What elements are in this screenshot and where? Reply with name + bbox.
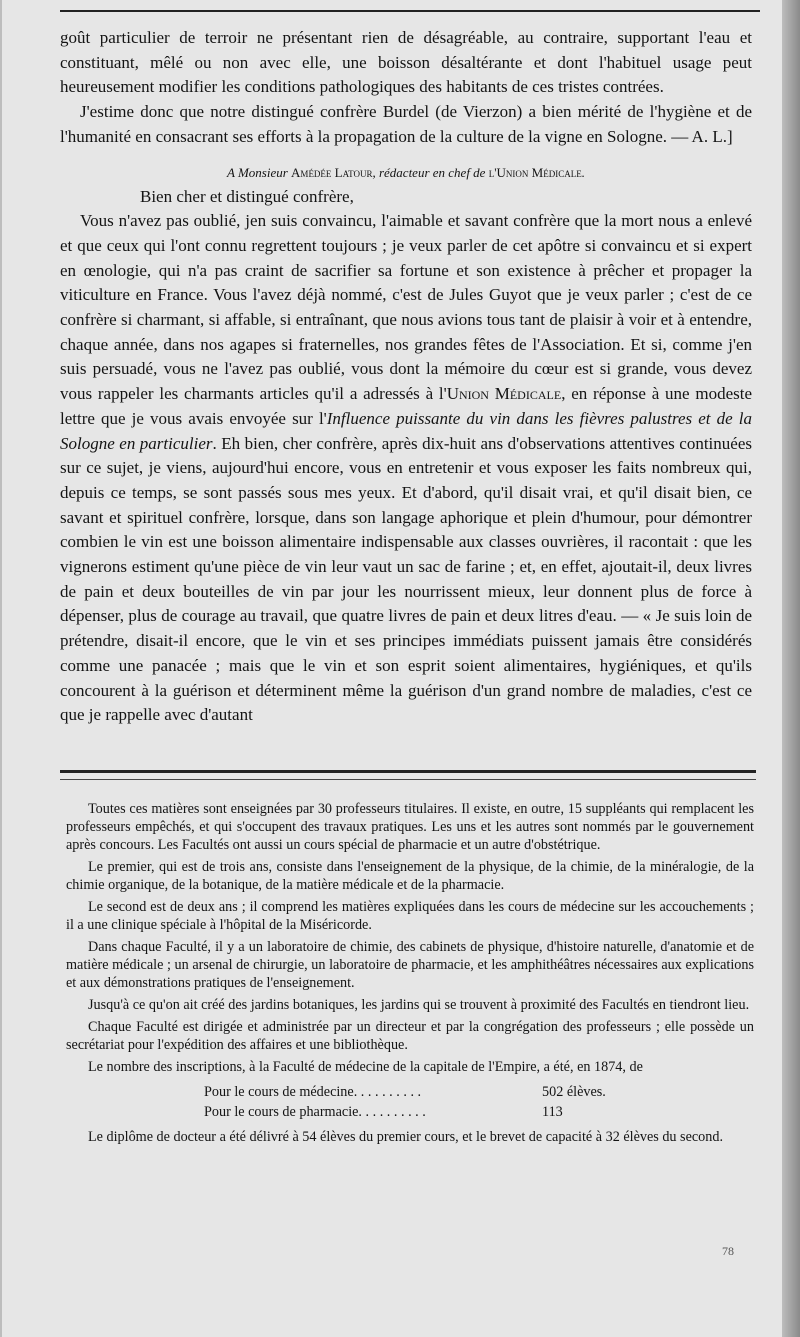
dedication-end: . — [581, 164, 585, 180]
stat-label: Pour le cours de médecine. . . . . . . . . . — [204, 1084, 422, 1100]
feuilleton-section — [66, 800, 754, 1150]
salutation: Bien cher et distingué confrère, — [140, 186, 354, 206]
top-rule — [60, 10, 760, 12]
paragraph-3 — [60, 209, 752, 728]
article-title: Influence puissante du vin dans les fièvres palustres et de la Sologne en particulier — [60, 408, 752, 453]
feuilleton-paragraph-4: Dans chaque Faculté, il y a un laboratoire de chimie, des cabinets de physique, d'histoire naturelle, d'anatomie et de matière médicale ; un arsenal de chirurgie, un laboratoire de pharmacie, et les amphithéâtres nécessaires aux explications et aux démonstrations pratiques de l'enseignement. — [66, 939, 754, 991]
feuilleton-paragraph-5: Jusqu'à ce qu'on ait créé des jardins botaniques, les jardins qui se trouvent à proximité des Facultés en tiendront lieu. — [88, 997, 750, 1013]
feuilleton-paragraph-6: Chaque Faculté est dirigée et administrée par un directeur et par la congrégation des professeurs ; elle possède un secrétariat pour l'expédition des affaires et une bibliothèque. — [66, 1019, 754, 1053]
document-page — [2, 0, 784, 1337]
feuilleton-paragraph-2: Le premier, qui est de trois ans, consiste dans l'enseignement de la physique, de la chimie, de la minéralogie, de la chimie organique, de la botanique, de la matière médicale et de la pharmacie. — [66, 859, 754, 893]
stat-label: Pour le cours de pharmacie. . . . . . . . . . — [204, 1104, 426, 1120]
paragraph-3-part-a: Vous n'avez pas oublié, jen suis convaincu, l'aimable et savant confrère que la mort nous a enlevé et que ceux qui l'ont connu regrettent toujours ; je veux parler de cet apôtre si convaincu et si expert en œnologie, qui n'a pas craint de sacrifier sa fortune et son existence à prêcher et propager la viticulture en France. Vous l'avez déjà nommé, c'est de Jules Guyot que je veux parler ; c'est de ce confrère si charmant, si affable, si entraînant, que nous avions tous tant de plaisir à voir et à entendre, chaque année, dans nos agapes si fraternelles, nos grandes fêtes de l'Association. Et si, comme j'en suis persuadé, vous ne l'avez pas oublié, vous dont la mémoire du cœur est si grande, vous devez vous rappeler les charmants articles qu'il a adressés à l' — [60, 211, 752, 404]
stat-value: 502 élèves. — [542, 1084, 606, 1100]
table-row — [204, 1102, 606, 1122]
paragraph-2: J'estime donc que notre distingué confrère Burdel (de Vierzon) a bien mérité de l'hygiène et de l'humanité en consacrant ses efforts à la propagation de la culture de la vigne en Sologne. — A. L.] — [60, 102, 752, 146]
enrollment-table — [204, 1082, 606, 1122]
stat-value: 113 — [542, 1104, 563, 1120]
page-number: 78 — [722, 1244, 734, 1258]
dedication-line — [60, 164, 752, 182]
main-column — [60, 26, 752, 728]
dedication-name: Amédée Latour — [291, 164, 373, 180]
dedication-journal: l'Union Médicale — [488, 164, 582, 180]
feuilleton-paragraph-1: Toutes ces matières sont enseignées par 30 professeurs titulaires. Il existe, en outre, 15 suppléants qui remplacent les professeurs empêchés, et qui s'occupent des travaux pratiques. Les uns et les autres sont nommés par le gouvernement après concours. Les Facultés ont aussi un cours spécial de pharmacie et un autre d'obstétrique. — [66, 801, 754, 853]
feuilleton-rule — [60, 770, 756, 773]
feuilleton-paragraph-8: Le diplôme de docteur a été délivré à 54 élèves du premier cours, et le brevet de capacité à 32 élèves du second. — [88, 1129, 724, 1145]
paragraph-3-part-b: , en réponse à une modeste lettre que je vous avais envoyée sur l' — [60, 384, 752, 428]
journal-name: Union Médicale — [446, 384, 562, 404]
paragraph-1: goût particulier de terroir ne présentant rien de désagréable, au contraire, supportant l'eau et constituant, mêlé ou non avec elle, une boisson désaltérante et dont l'habituel usage peut heureusement modifier les conditions pathologiques des habitants de ces tristes contrées. — [60, 28, 752, 97]
feuilleton-paragraph-3: Le second est de deux ans ; il comprend les matières expliquées dans les cours de médecine sur les accouchements ; il a une clinique spéciale à l'hôpital de la Miséricorde. — [66, 899, 754, 933]
feuilleton-rule-thin — [60, 779, 756, 780]
paragraph-3-part-c: . Eh bien, cher confrère, après dix-huit ans d'observations attentives continuées sur ce sujet, je viens, aujourd'hui encore, vous en entretenir et vous exposer les faits nombreux qui, depuis ce temps, se sont passés sous mes yeux. Et d'abord, qu'il disait vrai, et qu'il disait bien, ce savant et spirituel confrère, lorsque, dans son langage aphorique et plein d'humour, pour démontrer combien le vin est une boisson alimentaire indispensable aux classes ouvrières, il racontait : que les vignerons estiment qu'une pièce de vin leur vaut un sac de farine ; et, en effet, ajoutait-il, deux livres de pain et deux bouteilles de vin par jour les nourrissent mieux, leur donnent plus de force à dépenser, plus de courage au travail, que quatre livres de pain et deux litres d'eau. — « Je suis loin de prétendre, disait-il encore, que le vin et ses principes immédiats puissent jamais être considérés comme une panacée ; mais que le vin et son esprit soient alimentaires, hygiéniques, et qu'ils concourent à la guérison et déterminent même la guérison d'un grand nombre de maladies, c'est ce que je rappelle avec d'autant — [60, 433, 752, 725]
dedication-prefix: A Monsieur — [227, 164, 288, 180]
page-edge-shadow — [782, 0, 800, 1337]
feuilleton-paragraph-7: Le nombre des inscriptions, à la Faculté de médecine de la capitale de l'Empire, a été, en 1874, de — [88, 1059, 643, 1075]
table-row — [204, 1082, 606, 1102]
dedication-role: , rédacteur en chef de — [372, 164, 486, 180]
